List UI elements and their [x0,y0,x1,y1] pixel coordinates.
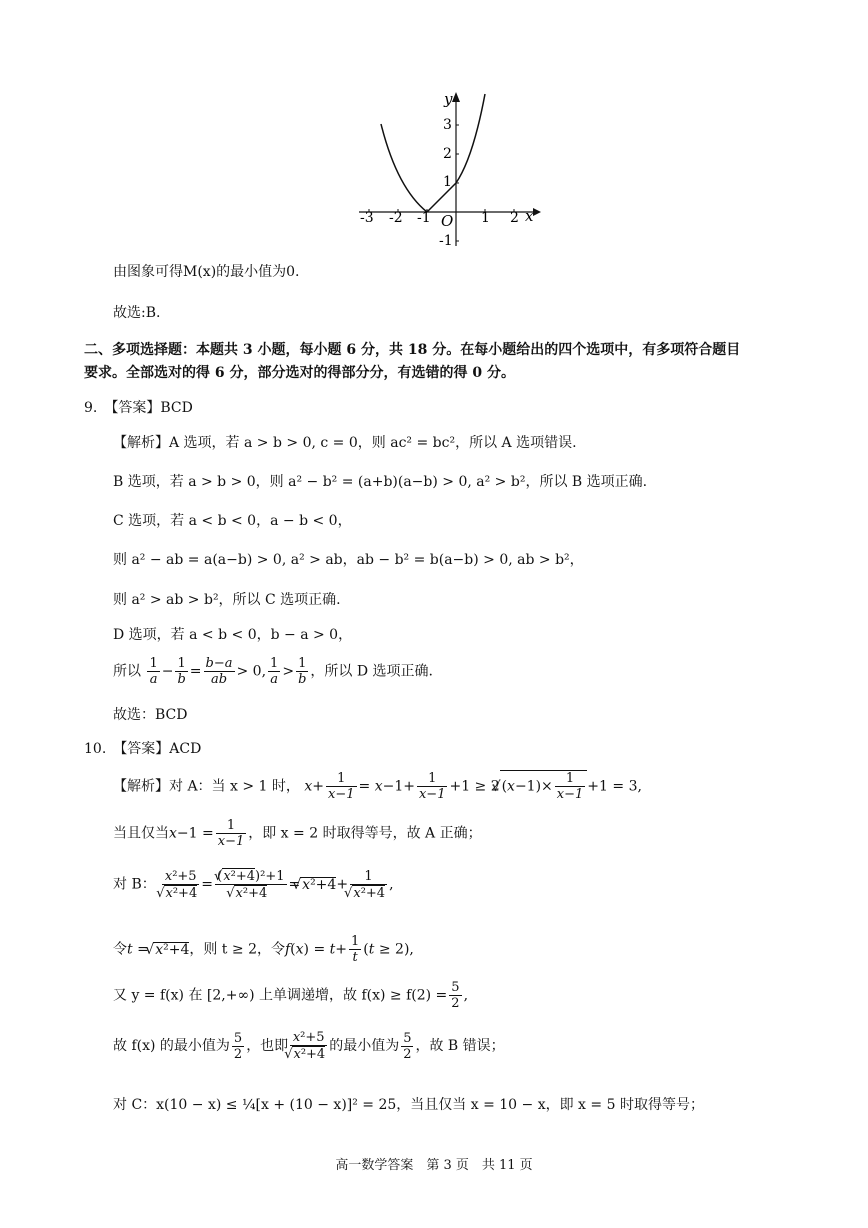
y-axis-label: y [444,90,453,108]
text-line: 对 C：x(10 − x) ≤ ¼[x + (10 − x)]² = 25，当且仅当 x = 10 − x，即 x = 5 时取得等号； [113,1097,704,1113]
text-line: 则 a² − ab = a(a−b) > 0, a² > ab，ab − b² = b(a−b) > 0, ab > b²， [113,552,584,568]
formula-line: 故 f(x) 的最小值为 $\frac{5}{2}$ ，也即 x²+5 √ x²+4 的最小值为 $\frac{5}{2}$ ，故 B 错误； [113,1030,505,1062]
y-tick-label: 3 [443,117,452,133]
text-line: B 选项，若 a > b > 0，则 a² − b² = (a+b)(a−b) > 0, a² > b²，所以 B 选项正确. [113,474,648,490]
function-graph [355,88,545,250]
x-axis-label: x [525,207,534,225]
text-line: C 选项，若 a < b < 0，a − b < 0， [113,513,352,529]
formula-line: 令t = √ x²+4，则 t ≥ 2，令f(x) = t+ $\frac{1}{t}$ (t ≥ 2), [113,934,414,965]
x-tick-label: -2 [389,210,403,226]
text-line: 【解析】A 选项，若 a > b > 0, c = 0，则 ac² = bc²，所以 A 选项错误. [113,435,577,451]
x-axis-arrow [533,208,541,216]
x-tick-label: -3 [360,210,374,226]
question-answer: 9. 【答案】BCD [84,400,193,416]
x-tick-label: 1 [481,210,490,226]
formula-line: 又 y = f(x) 在 [2,+∞) 上单调递增，故 f(x) ≥ f(2) = $\frac{5}{2}$ , [113,980,469,1011]
formula-line: 所以 $\frac{1}{a}$ − $\frac{1}{b}$ = $\frac{b-a}{ab}$ > 0, $\frac{1}{a}$ > $\frac{1}{b}$ ，所以 D 选项正确. [113,656,433,687]
x-tick-label: -1 [417,210,431,226]
y-axis-arrow [452,92,460,102]
page-footer: 高一数学答案 第 3 页 共 11 页 [335,1158,533,1173]
y-tick-label: 2 [443,146,452,162]
origin-label: O [441,212,454,230]
formula-line: 当且仅当x−1 = $\frac{1}{x-1}$ ，即 x = 2 时取得等号，故 A 正确； [113,818,482,849]
y-tick-label: -1 [439,233,453,249]
y-tick-label: 1 [443,174,452,190]
x-tick-label: 2 [510,210,519,226]
text-line: 故选:B. [113,305,161,321]
text-line: 故选：BCD [113,707,188,723]
section-heading: 要求。全部选对的得 6 分，部分选对的得部分分，有选错的得 0 分。 [84,365,515,381]
question-answer: 10. 【答案】ACD [84,741,202,757]
text-line: 由图象可得M(x)的最小值为0. [113,264,300,280]
text-line: D 选项，若 a < b < 0，b − a > 0， [113,627,353,643]
formula-line: 对 B： x²+5 √ x²+4 = (√ x²+4)²+1 √ x²+4 =√ x²+4+ 1 √ x²+4 , [113,868,394,901]
section-heading: 二、多项选择题：本题共 3 小题，每小题 6 分，共 18 分。在每小题给出的四个选项中，有多项符合题目 [84,342,741,358]
formula-line: 【解析】对 A：当 x > 1 时， x+ $\frac{1}{x-1}$ = x−1+ $\frac{1}{x-1}$ +1 ≥ 2√ (x−1)× $\frac{1}{x-1}$ +1 = 3, [113,770,642,802]
text-line: 则 a² > ab > b²，所以 C 选项正确. [113,592,341,608]
parabola-left-branch [381,124,427,212]
parabola-right-branch [456,94,485,183]
